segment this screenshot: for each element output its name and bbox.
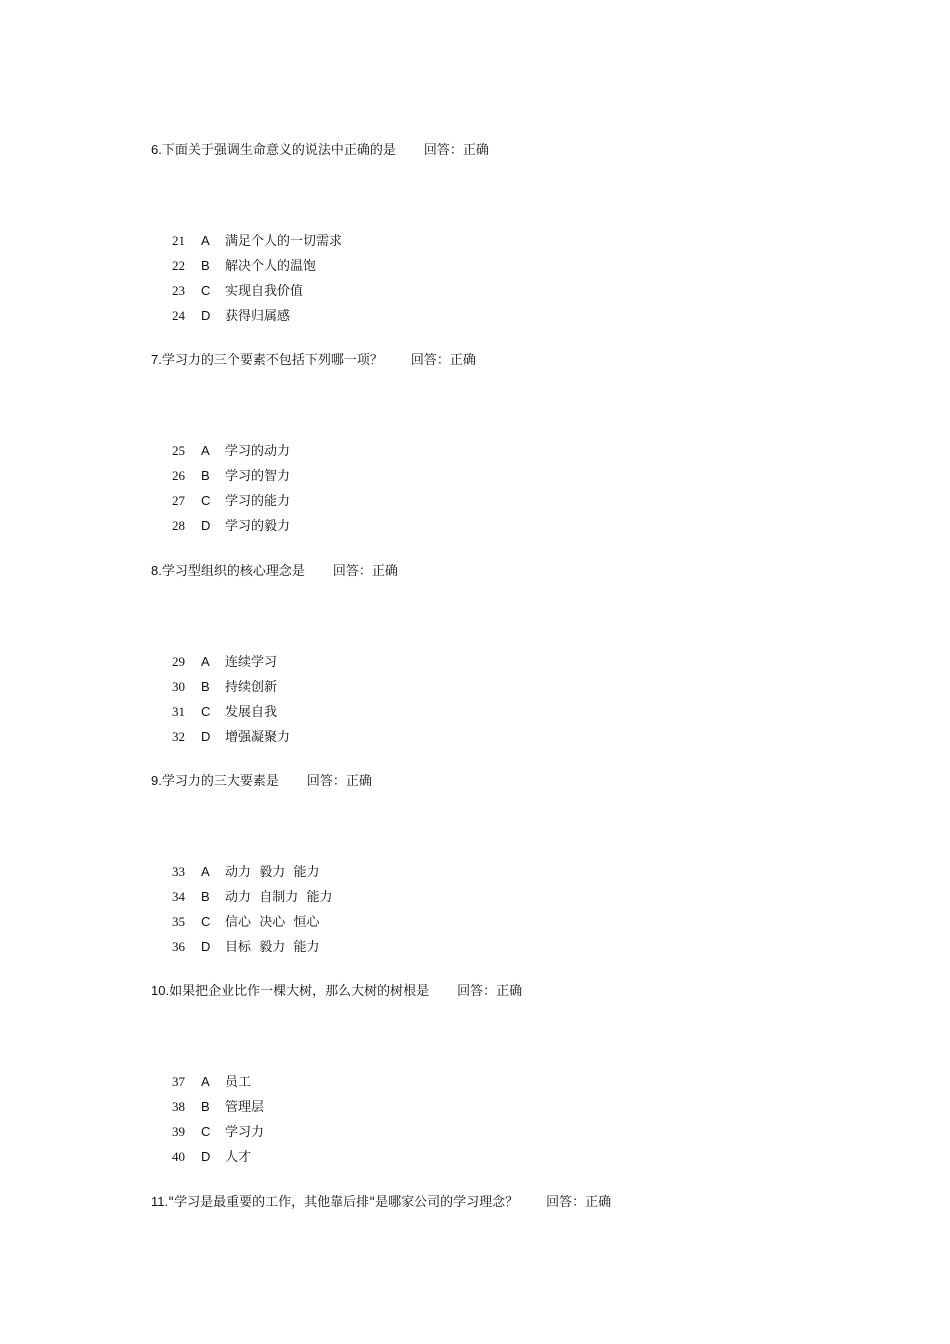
option-row: [172, 282, 303, 300]
option-letter: B: [201, 889, 210, 904]
option-number: 21: [172, 233, 185, 248]
option-number: 33: [172, 864, 185, 879]
option-letter: C: [201, 1124, 211, 1139]
option-text: 连续学习: [225, 655, 278, 670]
option-letter: D: [201, 1149, 211, 1164]
question-11: [151, 1193, 611, 1212]
option-text: 解决个人的温饱: [225, 259, 317, 274]
option-letter: C: [201, 914, 211, 929]
question-text: 下面关于强调生命意义的说法中正确的是: [161, 143, 396, 158]
option-letter: B: [201, 679, 210, 694]
option-text: 员工: [225, 1075, 252, 1090]
option-row: [172, 442, 290, 460]
option-number: 25: [172, 443, 185, 458]
option-text: 学习的智力: [225, 469, 291, 484]
option-letter: D: [201, 939, 211, 954]
question-text: 如果把企业比作一棵大树，那么大树的树根是: [169, 984, 430, 999]
option-row: [172, 703, 277, 721]
option-letter: A: [201, 1074, 210, 1089]
option-letter: C: [201, 283, 211, 298]
option-number: 24: [172, 308, 185, 323]
question-9: [151, 772, 372, 791]
question-text: 学习力的三个要素不包括下列哪一项？: [161, 353, 383, 368]
option-row: [172, 307, 290, 325]
answer-status: 回答：正确: [457, 984, 523, 999]
option-row: [172, 728, 290, 746]
option-text: 满足个人的一切需求: [225, 234, 343, 249]
answer-status: 回答：正确: [332, 564, 398, 579]
option-text: 动力 自制力 能力: [225, 890, 333, 905]
option-letter: B: [201, 468, 210, 483]
option-row: [172, 257, 316, 275]
question-number: 6.: [151, 142, 162, 157]
option-letter: B: [201, 1099, 210, 1114]
option-row: [172, 467, 290, 485]
option-row: [172, 1098, 264, 1116]
option-text: 获得归属感: [225, 309, 291, 324]
question-8: [151, 562, 398, 581]
answer-status: 回答：正确: [423, 143, 489, 158]
option-text: 持续创新: [225, 680, 278, 695]
question-number: 10.: [151, 983, 170, 998]
option-number: 23: [172, 283, 185, 298]
option-letter: D: [201, 729, 211, 744]
option-number: 40: [172, 1149, 185, 1164]
answer-status: 回答：正确: [306, 774, 372, 789]
option-text: 学习的能力: [225, 494, 291, 509]
option-number: 26: [172, 468, 185, 483]
option-number: 36: [172, 939, 185, 954]
question-10: [151, 982, 522, 1001]
option-text: 发展自我: [225, 705, 278, 720]
answer-status: 回答：正确: [410, 353, 476, 368]
option-row: [172, 1073, 251, 1091]
option-number: 34: [172, 889, 185, 904]
option-text: 人才: [225, 1150, 252, 1165]
option-row: [172, 517, 290, 535]
option-number: 35: [172, 914, 185, 929]
option-row: [172, 653, 277, 671]
question-text: 学习型组织的核心理念是: [161, 564, 305, 579]
option-letter: D: [201, 518, 211, 533]
option-text: 学习的动力: [225, 444, 291, 459]
option-number: 31: [172, 704, 185, 719]
option-row: [172, 888, 333, 906]
option-row: [172, 232, 342, 250]
answer-status: 回答：正确: [546, 1195, 612, 1210]
option-row: [172, 863, 320, 881]
option-row: [172, 1148, 251, 1166]
option-number: 30: [172, 679, 185, 694]
option-row: [172, 913, 320, 931]
option-text: 动力 毅力 能力: [225, 865, 320, 880]
option-letter: B: [201, 258, 210, 273]
option-number: 39: [172, 1124, 185, 1139]
option-letter: C: [201, 704, 211, 719]
option-letter: A: [201, 654, 210, 669]
option-text: 学习的毅力: [225, 519, 291, 534]
option-row: [172, 1123, 264, 1141]
option-number: 38: [172, 1099, 185, 1114]
question-6: [151, 141, 489, 160]
question-text: 学习力的三大要素是: [161, 774, 279, 789]
option-number: 22: [172, 258, 185, 273]
question-number: 11.: [151, 1194, 169, 1209]
option-row: [172, 678, 277, 696]
option-text: 实现自我价值: [225, 284, 304, 299]
option-number: 37: [172, 1074, 185, 1089]
option-letter: C: [201, 493, 211, 508]
option-number: 27: [172, 493, 185, 508]
option-text: 学习力: [225, 1125, 265, 1140]
option-text: 管理层: [225, 1100, 265, 1115]
option-row: [172, 938, 320, 956]
option-letter: A: [201, 233, 210, 248]
option-text: 增强凝聚力: [225, 730, 291, 745]
option-letter: A: [201, 864, 210, 879]
option-text: 目标 毅力 能力: [225, 940, 320, 955]
question-7: [151, 351, 476, 370]
question-text: "学习是最重要的工作，其他靠后排"是哪家公司的学习理念？: [168, 1195, 519, 1210]
option-letter: D: [201, 308, 211, 323]
question-number: 8.: [151, 563, 162, 578]
option-text: 信心 决心 恒心: [225, 915, 320, 930]
option-letter: A: [201, 443, 210, 458]
option-number: 29: [172, 654, 185, 669]
option-number: 28: [172, 518, 185, 533]
question-number: 7.: [151, 352, 162, 367]
question-number: 9.: [151, 773, 162, 788]
option-number: 32: [172, 729, 185, 744]
option-row: [172, 492, 290, 510]
